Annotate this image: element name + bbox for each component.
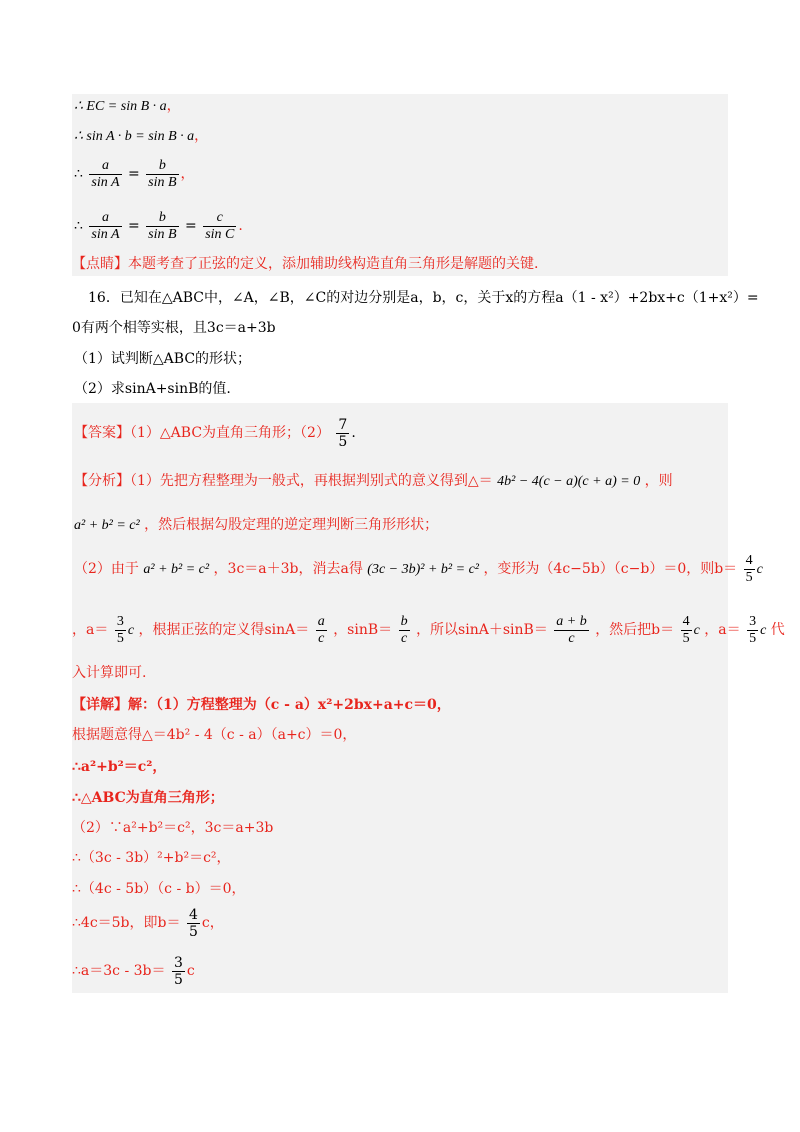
detail-text: ∴4c＝5b，即b＝ [72,915,181,931]
question-1: （1）试判断△ABC的形状； [74,351,252,367]
analysis-text: 【分析】（1）先把方程整理为一般式，再根据判别式的意义得到△＝ [74,473,493,489]
discriminant-expr: 4b² − 4(c − a)(c + a) = 0 [497,474,641,489]
fraction-4-5: $\frac{4}{5}$ [188,906,198,940]
fraction-b-sinB: $\frac{b}{\text{sin B}}$ [148,209,177,242]
line-ec: ∴ EC = sin B · a， [74,98,181,114]
fraction-c-sinC: $\frac{c}{\text{sin C}}$ [205,209,235,242]
analysis-line-3: （2）由于 a² + b² = c² ，3c＝a＋3b，消去a得 (3c − 3b)² + b² = c² ，变形为（4c−5b）（c−b）＝0，则b＝ $\frac{4}{5}$ c [74,552,763,585]
fraction-3-5: $\frac{3}{5}$ [116,613,124,646]
fraction-ab-c: $\frac{a + b}{c}$ [556,613,587,646]
answer-text: 【答案】（1）△ABC为直角三角形；（2） [74,425,330,441]
detail-line-3: ∴a²+b²＝c²， [72,759,167,775]
therefore-symbol: ∴ [74,166,83,182]
analysis-text: ，然后把b＝ [595,622,675,638]
analysis-text: ，a＝ [704,622,741,638]
analysis-line-2 [74,515,438,536]
fraction-4-5c: $\frac{4}{5}$ [745,552,753,585]
line-ratio-abc: ∴ $\frac{a}{\text{sin A}}$ = $\frac{b}{\text{sin B}}$ = $\frac{c}{\text{sin C}}$ . [74,209,243,242]
detail-line-8 [72,903,224,943]
top-solution-box [72,94,728,276]
ec-text: ∴ EC = sin B · a [74,99,167,114]
analysis-text: ，sinB＝ [333,622,393,638]
sinA-b-text: ∴ sin A · b = sin B · a [74,129,195,144]
fraction-a-sinA: $\frac{a}{\text{sin A}}$ [91,209,120,242]
problem-line-1: 16．已知在△ABC中，∠A，∠B，∠C的对边分别是a，b，c，关于x的方程a（1 - x²）+2bx+c（1+x²）= [88,290,759,306]
analysis-text: ，3c＝a＋3b，消去a得 [213,561,363,577]
answer-line: 【答案】（1）△ABC为直角三角形；（2） $\frac{7}{5}$ . [74,416,356,450]
analysis-text: ，所以sinA＋sinB＝ [416,622,548,638]
detail-text: ∴a＝3c - 3b＝ [72,963,166,979]
analysis-text: 代 [770,622,785,638]
detail-line-6: ∴（3c - 3b）²+b²＝c²， [72,850,231,866]
analysis-text: ，然后根据勾股定理的逆定理判断三角形形状； [144,517,439,533]
pythagoras-expr: a² + b² = c² [74,518,140,533]
fraction-7-5: $\frac{7}{5}$ [338,416,348,450]
fraction-a-c: $\frac{a}{c}$ [317,613,325,646]
detail-text: c， [201,915,224,931]
substitution-expr: (3c − 3b)² + b² = c² [367,562,479,577]
detail-line-5: （2）∵a²+b²＝c²，3c＝a+3b [72,820,274,836]
analysis-text: ，变形为（4c−5b）（c−b）＝0，则b＝ [483,561,738,577]
detail-line-1: 【详解】解：（1）方程整理为（c - a）x²+2bx+a+c＝0， [72,697,451,713]
problem-line-2: 0有两个相等实根，且3c＝a+3b [72,320,276,336]
line-ratio-ab: ∴ $\frac{a}{\text{sin A}}$ = $\frac{b}{\text{sin B}}$ ， [74,157,195,190]
analysis-line-4: ，a＝ $\frac{3}{5}$ c ，根据正弦的定义得sinA＝ $\frac{a}{c}$ ，sinB＝ $\frac{b}{c}$ ，所以sinA＋sinB＝ $\frac{a + b}{c}$ ，然后把b＝ $\frac{4}{5}$ c ，a＝ $\frac{3}{5}$ c 代 [72,613,785,646]
detail-line-4: ∴△ABC为直角三角形； [72,790,224,806]
fraction-3-5: $\frac{3}{5}$ [173,954,183,988]
fraction-b-sinB: $\frac{b}{\text{sin B}}$ [148,157,177,190]
question-2: （2）求sinA+sinB的值. [74,381,231,397]
fraction-a-sinA: $\frac{a}{\text{sin A}}$ [91,157,120,190]
fraction-3-5: $\frac{3}{5}$ [749,613,757,646]
analysis-line-5: 入计算即可. [72,665,147,681]
detail-line-9 [72,951,195,991]
detail-line-7: ∴（4c - 5b）（c - b）＝0， [72,881,246,897]
analysis-text: （2）由于 [74,561,139,577]
detail-text: c [186,963,195,979]
fraction-4-5: $\frac{4}{5}$ [682,613,690,646]
fraction-b-c: $\frac{b}{c}$ [400,613,408,646]
solution-box [72,403,785,993]
analysis-text: ，根据正弦的定义得sinA＝ [138,622,310,638]
line-sinA-b: ∴ sin A · b = sin B · a， [74,128,209,144]
detail-line-2: 根据题意得△＝4b² - 4（c - a）（a+c）＝0， [72,727,357,743]
analysis-text: ，则 [644,473,673,489]
therefore-symbol: ∴ [74,218,83,234]
dianjing-note: 【点睛】本题考查了正弦的定义，添加辅助线构造直角三角形是解题的关键. [72,256,539,272]
analysis-text: ，a＝ [72,622,109,638]
pythagoras-expr: a² + b² = c² [143,562,210,577]
analysis-line-1 [74,471,673,492]
